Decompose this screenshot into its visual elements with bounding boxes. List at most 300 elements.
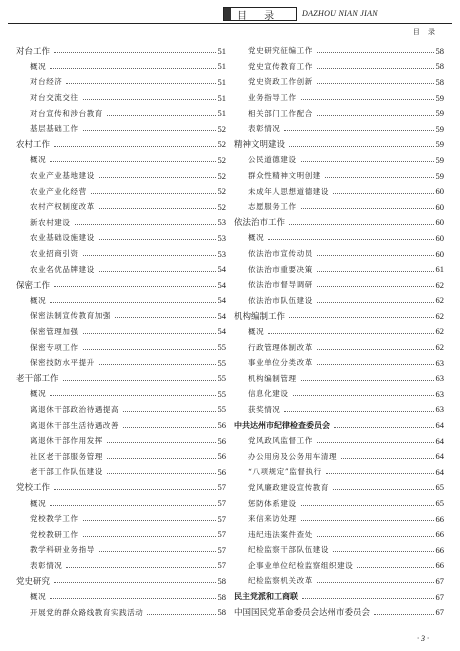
toc-entry-page: 58: [217, 607, 226, 618]
toc-entry-title: 保密技防水平提升: [30, 358, 95, 368]
toc-entry[interactable]: [234, 277, 444, 293]
dot-leader: [83, 536, 216, 537]
toc-entry[interactable]: [16, 402, 226, 418]
toc-entry-page: 55: [217, 404, 226, 415]
toc-entry[interactable]: [16, 121, 226, 137]
toc-entry[interactable]: [16, 230, 226, 246]
toc-entry-page: 62: [435, 342, 444, 353]
toc-entry[interactable]: [234, 355, 444, 371]
toc-entry-title: 概况: [248, 233, 265, 243]
toc-entry-page: 58: [435, 45, 444, 56]
toc-entry-title: 概况: [30, 592, 47, 602]
dot-leader: [54, 146, 215, 147]
toc-entry-title: 依法治市督导调研: [248, 280, 313, 290]
dot-leader: [357, 567, 433, 568]
toc-entry-title: 依法治市工作: [234, 218, 286, 229]
toc-entry-page: 57: [217, 513, 226, 524]
toc-entry-page: 67: [435, 591, 444, 602]
toc-entry-title: 农村产权制度改革: [30, 202, 95, 212]
toc-entry-page: 62: [435, 310, 444, 321]
toc-entry-title: 对台宣传和涉台教育: [30, 108, 103, 118]
toc-entry-page: 66: [435, 544, 444, 555]
toc-entry[interactable]: [16, 105, 226, 121]
toc-entry[interactable]: [234, 526, 444, 542]
dot-leader: [107, 473, 216, 474]
toc-entry-page: 51: [217, 108, 226, 119]
dot-leader: [317, 286, 434, 287]
toc-entry-page: 51: [217, 92, 226, 103]
toc-left-column: [16, 43, 226, 620]
dot-leader: [123, 427, 215, 428]
toc-entry-page: 63: [435, 404, 444, 415]
dot-leader: [301, 161, 434, 162]
dot-leader: [50, 302, 215, 303]
dot-leader: [317, 442, 434, 443]
toc-entry-title: 概况: [30, 389, 47, 399]
toc-entry[interactable]: [16, 168, 226, 184]
dot-leader: [50, 505, 215, 506]
toc-entry[interactable]: [234, 105, 444, 121]
toc-entry[interactable]: [16, 199, 226, 215]
toc-entry-page: 51: [217, 45, 226, 56]
dot-leader: [333, 551, 434, 552]
toc-entry-title: 保密法制宣传教育加强: [30, 311, 111, 321]
dot-leader: [75, 224, 216, 225]
dot-leader: [83, 333, 216, 334]
toc-entry[interactable]: [16, 152, 226, 168]
dot-leader: [50, 68, 215, 69]
toc-entry-title: 行政管理体制改革: [248, 342, 313, 352]
toc-entry[interactable]: [16, 417, 226, 433]
dot-leader: [268, 239, 433, 240]
toc-entry[interactable]: [234, 215, 444, 231]
dot-leader: [99, 364, 216, 365]
toc-entry[interactable]: [234, 168, 444, 184]
toc-entry-title: 农业产业化经营: [30, 186, 87, 196]
dot-leader: [83, 130, 216, 131]
toc-entry-title: 保密工作: [16, 280, 51, 291]
toc-entry[interactable]: [234, 402, 444, 418]
toc-entry[interactable]: [234, 308, 444, 324]
dot-leader: [317, 271, 434, 272]
toc-entry-title: 获奖情况: [248, 404, 281, 414]
toc-entry[interactable]: [234, 293, 444, 309]
toc-entry-title: 党史资政工作创新: [248, 77, 313, 87]
toc-entry-page: 66: [435, 513, 444, 524]
dot-leader: [83, 255, 216, 256]
dot-leader: [301, 380, 434, 381]
toc-entry-page: 64: [435, 466, 444, 477]
toc-entry-title: 党风廉政建设宣传教育: [248, 482, 329, 492]
toc-entry-title: 农业基础设施建设: [30, 233, 95, 243]
toc-entry-page: 58: [435, 76, 444, 87]
toc-entry-title: 离退休干部生活待遇改善: [30, 420, 120, 430]
toc-entry-title: 农业招商引资: [30, 249, 79, 259]
toc-entry-title: 概况: [30, 155, 47, 165]
toc-entry[interactable]: [234, 604, 444, 620]
toc-entry-page: 63: [435, 357, 444, 368]
toc-entry-title: 党史研究征编工作: [248, 46, 313, 56]
dot-leader: [301, 520, 434, 521]
toc-entry[interactable]: [16, 355, 226, 371]
toc-entry-page: 52: [217, 186, 226, 197]
toc-entry-page: 63: [435, 388, 444, 399]
toc-entry-page: 53: [217, 217, 226, 228]
dot-leader: [83, 99, 216, 100]
toc-entry[interactable]: [16, 464, 226, 480]
toc-entry[interactable]: [234, 511, 444, 527]
toc-entry[interactable]: [16, 495, 226, 511]
dot-leader: [326, 473, 434, 474]
toc-entry-title: 党史研究: [16, 576, 51, 587]
toc-entry[interactable]: [234, 589, 444, 605]
toc-entry-page: 51: [217, 76, 226, 87]
toc-entry[interactable]: [234, 558, 444, 574]
dot-leader: [107, 458, 216, 459]
dot-leader: [333, 193, 434, 194]
toc-entry[interactable]: [234, 339, 444, 355]
toc-entry[interactable]: [16, 324, 226, 340]
toc-entry-title: 对台工作: [16, 46, 51, 57]
toc-entry-page: 54: [217, 295, 226, 306]
toc-entry-title: 依法治市重要决策: [248, 264, 313, 274]
toc-entry-title: 基层基础工作: [30, 124, 79, 134]
toc-entry-title: 概况: [30, 295, 47, 305]
dot-leader: [99, 208, 216, 209]
dot-leader: [91, 193, 216, 194]
toc-entry-page: 66: [435, 560, 444, 571]
toc-entry-page: 60: [435, 232, 444, 243]
toc-entry[interactable]: [16, 448, 226, 464]
toc-entry[interactable]: [16, 526, 226, 542]
toc-entry[interactable]: [234, 386, 444, 402]
toc-entry[interactable]: [16, 573, 226, 589]
toc-entry[interactable]: [16, 589, 226, 605]
dot-leader: [107, 442, 216, 443]
toc-entry[interactable]: [234, 199, 444, 215]
dot-leader: [123, 411, 215, 412]
toc-entry-page: 54: [217, 326, 226, 337]
toc-entry[interactable]: [234, 43, 444, 59]
dot-leader: [317, 52, 434, 53]
toc-entry-title: 表彰情况: [248, 124, 281, 134]
toc-entry-title: 企事业单位纪检监察组织建设: [248, 560, 354, 570]
toc-entry-page: 57: [217, 529, 226, 540]
toc-entry-page: 52: [217, 201, 226, 212]
toc-entry-title: 概况: [30, 61, 47, 71]
header-title-bar: [224, 8, 231, 20]
dot-leader: [289, 224, 433, 225]
toc-entry[interactable]: [234, 152, 444, 168]
dot-leader: [325, 177, 434, 178]
toc-entry[interactable]: [234, 90, 444, 106]
toc-right-column: [234, 43, 444, 620]
dot-leader: [54, 489, 215, 490]
toc-entry[interactable]: [234, 448, 444, 464]
toc-entry-page: 65: [435, 482, 444, 493]
toc-entry[interactable]: [16, 261, 226, 277]
dot-leader: [289, 317, 433, 318]
dot-leader: [268, 333, 433, 334]
toc-entry-title: 概况: [248, 326, 265, 336]
toc-entry-page: 63: [435, 373, 444, 384]
toc-entry-page: 56: [217, 435, 226, 446]
toc-entry-page: 59: [435, 92, 444, 103]
toc-entry[interactable]: [234, 246, 444, 262]
toc-entry[interactable]: [16, 293, 226, 309]
toc-entry-title: 保密专项工作: [30, 342, 79, 352]
toc-entry-title: 党校教学工作: [30, 514, 79, 524]
toc-entry[interactable]: [16, 542, 226, 558]
toc-entry-page: 55: [217, 373, 226, 384]
dot-leader: [54, 582, 215, 583]
toc-entry[interactable]: [16, 183, 226, 199]
toc-entry-title: 农业名优品牌建设: [30, 264, 95, 274]
toc-entry-title: 开展党的群众路线教育实践活动: [30, 607, 144, 617]
toc-entry-page: 59: [435, 154, 444, 165]
toc-entry-page: 59: [435, 108, 444, 119]
toc-entry[interactable]: [234, 261, 444, 277]
toc-entry-page: 58: [217, 575, 226, 586]
toc-entry-title: 党校工作: [16, 483, 51, 494]
dot-leader: [301, 99, 434, 100]
toc-entry-page: 55: [217, 357, 226, 368]
dot-leader: [50, 395, 215, 396]
toc-entry-title: 依法治市宣传动员: [248, 249, 313, 259]
toc-entry-page: 53: [217, 248, 226, 259]
toc-entry-title: 离退休干部政治待遇提高: [30, 404, 120, 414]
dot-leader: [317, 83, 434, 84]
dot-leader: [54, 286, 215, 287]
dot-leader: [66, 83, 215, 84]
toc-entry-title: 保密管理加强: [30, 326, 79, 336]
toc-entry[interactable]: [16, 308, 226, 324]
toc-entry[interactable]: [16, 339, 226, 355]
toc-entry-title: 对台交流交往: [30, 93, 79, 103]
toc-entry-title: 老干部工作: [16, 374, 59, 385]
dot-leader: [284, 411, 433, 412]
toc-entry-page: 57: [217, 544, 226, 555]
toc-entry[interactable]: [16, 215, 226, 231]
toc-entry-title: 依法治市队伍建设: [248, 295, 313, 305]
dot-leader: [83, 520, 216, 521]
toc-entry-title: 来信来访处理: [248, 514, 297, 524]
header-title: 目 录: [237, 10, 282, 22]
toc-entry-page: 52: [217, 123, 226, 134]
toc-entry[interactable]: [16, 246, 226, 262]
dot-leader: [115, 317, 216, 318]
toc-entry-title: 业务指导工作: [248, 93, 297, 103]
dot-leader: [54, 52, 215, 53]
toc-entry-title: 民主党派和工商联: [234, 592, 298, 602]
toc-entry-page: 56: [217, 451, 226, 462]
dot-leader: [107, 115, 216, 116]
toc-entry-title: 社区老干部服务管理: [30, 451, 103, 461]
dot-leader: [293, 395, 434, 396]
journal-name: DAZHOU NIAN JIAN: [302, 9, 378, 18]
toc-entry[interactable]: [16, 370, 226, 386]
dot-leader: [99, 239, 216, 240]
toc-entry[interactable]: [16, 604, 226, 620]
toc-entry[interactable]: [234, 417, 444, 433]
toc-entry-page: 57: [217, 482, 226, 493]
toc-entry-title: 纪检监察机关改革: [248, 576, 313, 586]
page-number: · 3 ·: [417, 634, 429, 643]
toc-entry-title: 公民道德建设: [248, 155, 297, 165]
toc-entry-page: 61: [435, 264, 444, 275]
toc-entry-page: 60: [435, 201, 444, 212]
toc-entry-page: 52: [217, 170, 226, 181]
toc-entry[interactable]: [234, 137, 444, 153]
toc-entry[interactable]: [16, 277, 226, 293]
dot-leader: [374, 614, 433, 615]
toc-entry-title: 相关部门工作配合: [248, 108, 313, 118]
dot-leader: [50, 598, 215, 599]
toc-entry-title: 精神文明建设: [234, 140, 286, 151]
toc-entry-title: 信息化建设: [248, 389, 289, 399]
toc-entry[interactable]: [234, 324, 444, 340]
toc-entry-title: 违纪违法案件查处: [248, 529, 313, 539]
toc-entry-page: 55: [217, 388, 226, 399]
toc-entry-title: 党史宣传教育工作: [248, 61, 313, 71]
toc-entry[interactable]: [16, 74, 226, 90]
toc-entry[interactable]: [16, 511, 226, 527]
toc-entry-title: 教学科研业务指导: [30, 545, 95, 555]
toc-entry-title: 党校教研工作: [30, 529, 79, 539]
toc-entry-title: 新农村建设: [30, 217, 71, 227]
toc-entry-page: 64: [435, 435, 444, 446]
toc-entry-title: 志愿服务工作: [248, 202, 297, 212]
dot-leader: [317, 302, 434, 303]
toc-entry-page: 64: [435, 451, 444, 462]
toc-entry[interactable]: [234, 370, 444, 386]
dot-leader: [63, 380, 216, 381]
toc-entry-title: 未成年人思想道德建设: [248, 186, 329, 196]
toc-entry[interactable]: [16, 558, 226, 574]
toc-entry-page: 57: [217, 498, 226, 509]
toc-entry[interactable]: [234, 495, 444, 511]
toc-entry[interactable]: [234, 573, 444, 589]
toc-entry[interactable]: [16, 137, 226, 153]
toc-entry-page: 67: [435, 575, 444, 586]
toc-entry-page: 58: [435, 61, 444, 72]
toc-entry-page: 59: [435, 139, 444, 150]
dot-leader: [301, 505, 434, 506]
dot-leader: [317, 255, 434, 256]
dot-leader: [289, 146, 433, 147]
dot-leader: [317, 68, 434, 69]
toc-entry[interactable]: [16, 386, 226, 402]
dot-leader: [50, 161, 215, 162]
dot-leader: [99, 551, 216, 552]
toc-entry[interactable]: [234, 480, 444, 496]
toc-entry-title: 表彰情况: [30, 560, 63, 570]
toc-entry[interactable]: [234, 74, 444, 90]
dot-leader: [99, 177, 216, 178]
dot-leader: [317, 536, 434, 537]
toc-entry-page: 57: [217, 560, 226, 571]
toc-entry-title: 中共达州市纪律检查委员会: [234, 420, 330, 430]
dot-leader: [317, 582, 434, 583]
toc-entry[interactable]: [234, 121, 444, 137]
toc-entry-page: 62: [435, 295, 444, 306]
toc-entry-page: 60: [435, 217, 444, 228]
dot-leader: [147, 614, 215, 615]
toc-entry-page: 64: [435, 420, 444, 431]
header-subtitle: 目 录: [412, 28, 438, 36]
toc-entry-page: 54: [217, 264, 226, 275]
toc-entry-title: 办公用房及公务用车清理: [248, 451, 338, 461]
toc-entry[interactable]: [234, 59, 444, 75]
dot-leader: [317, 349, 434, 350]
toc-entry-page: 65: [435, 498, 444, 509]
dot-leader: [341, 458, 433, 459]
dot-leader: [334, 427, 434, 428]
toc-entry[interactable]: [234, 433, 444, 449]
dot-leader: [301, 208, 434, 209]
toc-entry-title: “八项规定”监督执行: [248, 467, 322, 477]
toc-entry-title: 机构编制工作: [234, 311, 286, 322]
toc-entry-page: 56: [217, 420, 226, 431]
toc-entry[interactable]: [234, 464, 444, 480]
toc-entry-title: 党风政风监督工作: [248, 436, 313, 446]
toc-entry-title: 农村工作: [16, 140, 51, 151]
toc-entry-title: 老干部工作队伍建设: [30, 467, 103, 477]
dot-leader: [66, 567, 215, 568]
toc-entry-page: 66: [435, 529, 444, 540]
toc-entry-title: 中国国民党革命委员会达州市委员会: [234, 608, 371, 619]
toc-entry-page: 54: [217, 310, 226, 321]
toc-entry-page: 59: [435, 123, 444, 134]
dot-leader: [83, 349, 216, 350]
dot-leader: [333, 489, 434, 490]
toc-entry-title: 概况: [30, 498, 47, 508]
toc-entry-title: 离退休干部作用发挥: [30, 436, 103, 446]
toc-entry-title: 机构编制管理: [248, 373, 297, 383]
toc-entry-title: 农业产业基地建设: [30, 171, 95, 181]
toc-entry-page: 51: [217, 61, 226, 72]
toc-entry-title: 对台经济: [30, 77, 63, 87]
dot-leader: [284, 130, 433, 131]
toc-entry[interactable]: [16, 43, 226, 59]
toc-entry[interactable]: [16, 480, 226, 496]
toc-entry[interactable]: [234, 183, 444, 199]
dot-leader: [317, 364, 434, 365]
toc-entry-page: 53: [217, 232, 226, 243]
toc-entry-page: 59: [435, 170, 444, 181]
toc-entry-title: 纪检监察干部队伍建设: [248, 545, 329, 555]
toc-entry-page: 54: [217, 279, 226, 290]
toc-entry[interactable]: [16, 433, 226, 449]
toc-entry-page: 58: [217, 591, 226, 602]
toc-entry[interactable]: [234, 542, 444, 558]
toc-entry-page: 56: [217, 466, 226, 477]
toc-entry-page: 62: [435, 279, 444, 290]
toc-entry-title: 群众性精神文明创建: [248, 171, 321, 181]
toc-entry[interactable]: [234, 230, 444, 246]
toc-entry-title: 惩防体系建设: [248, 498, 297, 508]
header-title-box: [223, 7, 297, 21]
toc-entry-page: 52: [217, 139, 226, 150]
dot-leader: [99, 271, 216, 272]
toc-entry[interactable]: [16, 59, 226, 75]
dot-leader: [317, 115, 434, 116]
toc-entry-page: 55: [217, 342, 226, 353]
toc-entry-title: 事业单位分类改革: [248, 358, 313, 368]
header-rule: [8, 23, 452, 24]
toc-entry-page: 62: [435, 326, 444, 337]
toc-entry[interactable]: [16, 90, 226, 106]
